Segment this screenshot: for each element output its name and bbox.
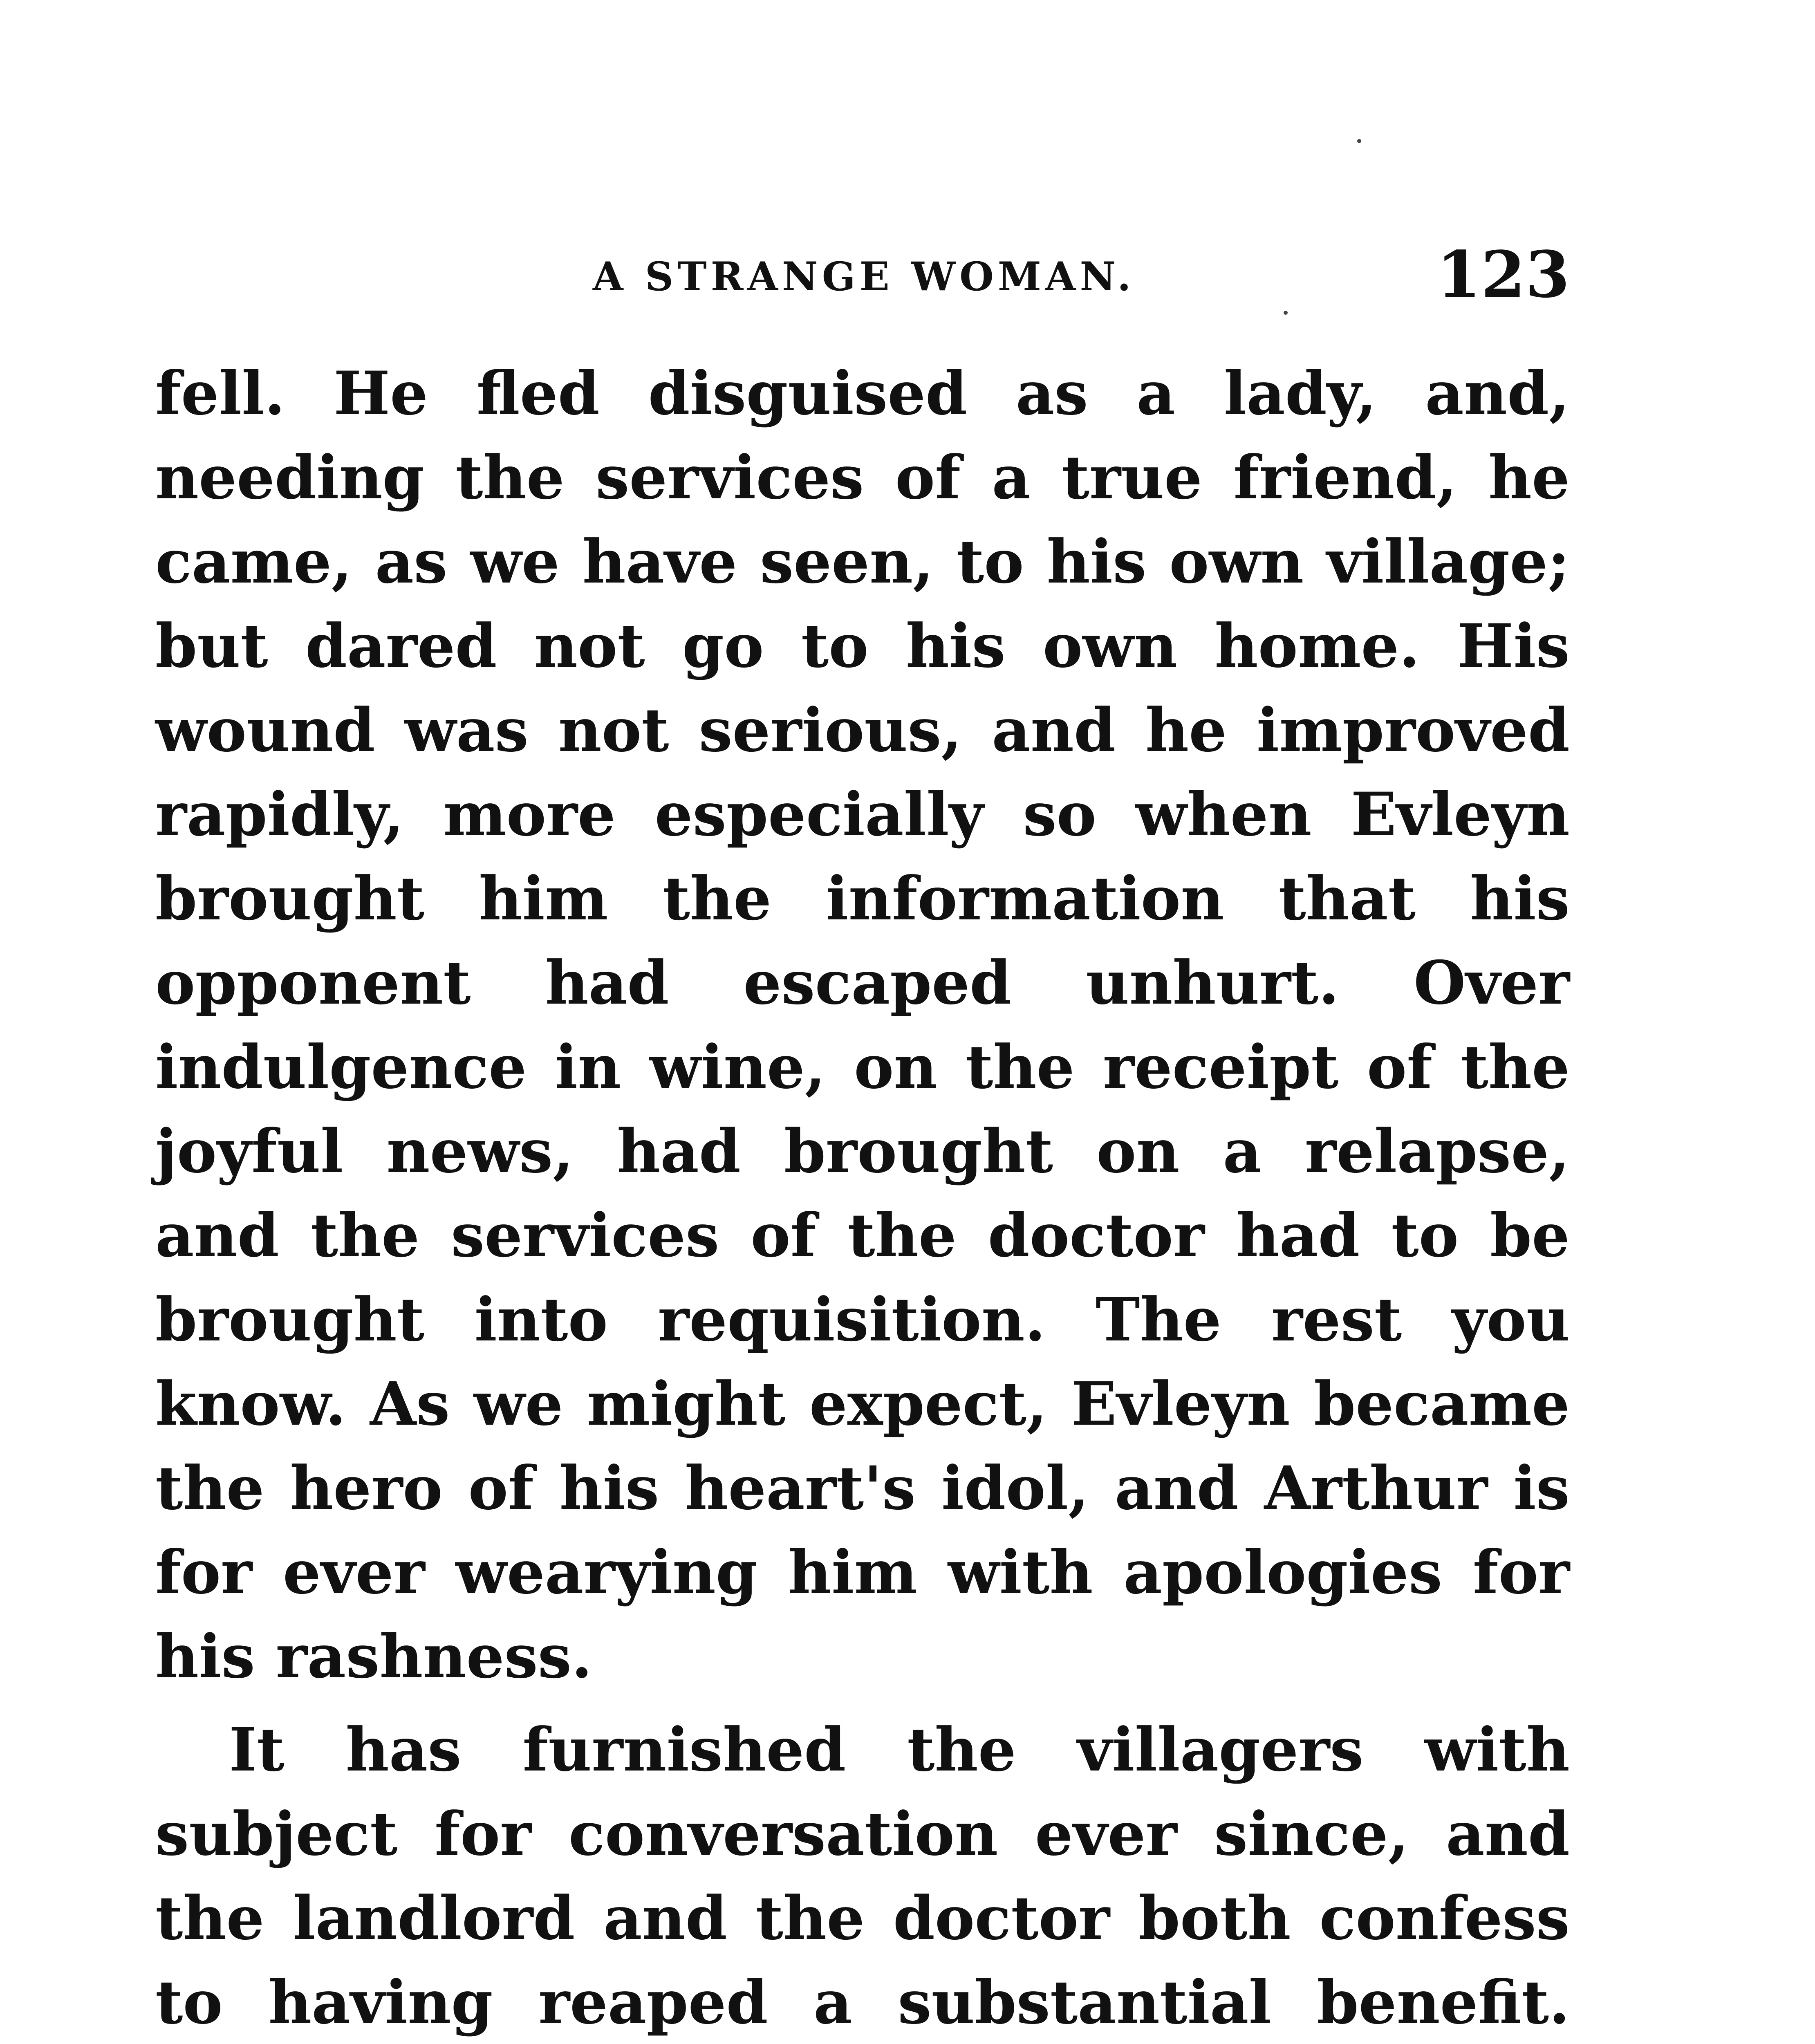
print-speck bbox=[1357, 139, 1361, 143]
running-head bbox=[155, 229, 1570, 311]
running-title: A STRANGE WOMAN. bbox=[593, 253, 1135, 300]
paragraph-2 bbox=[155, 1708, 1570, 2044]
body-text bbox=[155, 352, 1570, 2044]
print-speck bbox=[1284, 311, 1288, 315]
paragraph-2-text: It has furnished the villagers with subject for conversation ever since, and the landlord and the doctor both confess to having reaped a substantial benefit. bbox=[155, 1715, 1570, 2037]
page-number: 123 bbox=[1436, 237, 1570, 312]
paragraph-1: fell. He fled disguised as a lady, and, needing the services of a true friend, he came, as we have seen, to his own village; but dared not go to his own home. His wound was not serious, and he improved rapidly, more especially so when Evleyn brought him the information that his opponent had escaped unhurt. Over indulgence in wine, on the receipt of the joyful news, had brought on a relapse, and the services of the doctor had to be brought into requisition. The rest you know. As we might expect, Evleyn became the hero of his heart's idol, and Arthur is for ever wearying him with apologies for his rashness. bbox=[155, 359, 1570, 1692]
